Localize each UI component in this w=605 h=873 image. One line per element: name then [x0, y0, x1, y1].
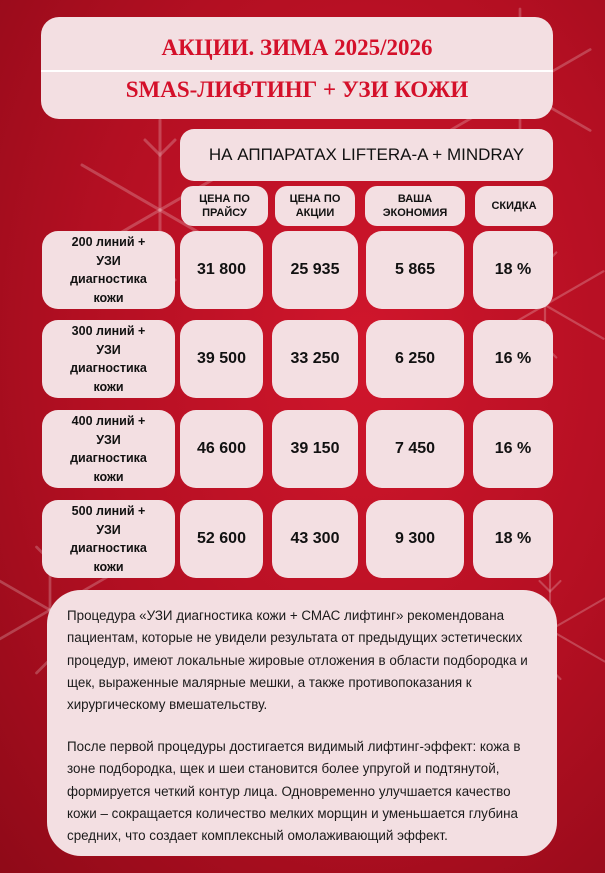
row-label: 200 линий + УЗИ диагностика кожи: [42, 231, 175, 309]
discount-cell: 16 %: [473, 320, 553, 398]
price-cell: 52 600: [180, 500, 263, 578]
saving-cell: 6 250: [366, 320, 464, 398]
promo-cell: 39 150: [272, 410, 358, 488]
saving-cell: 9 300: [366, 500, 464, 578]
price-cell: 39 500: [180, 320, 263, 398]
col-header-price: [181, 186, 268, 226]
description-panel: [47, 590, 557, 856]
price-cell: 31 800: [180, 231, 263, 309]
device-label: НА АППАРАТАХ LIFTERA-A + MINDRAY: [208, 145, 525, 164]
col-header-saving-label: ВАША ЭКОНОМИЯ: [382, 193, 448, 219]
col-header-saving: [365, 186, 465, 226]
col-header-promo: [275, 186, 355, 226]
promo-cell: 43 300: [272, 500, 358, 578]
col-header-promo-label: ЦЕНА ПО АКЦИИ: [289, 193, 341, 219]
col-header-price-label: ЦЕНА ПО ПРАЙСУ: [199, 193, 250, 219]
title-divider: [41, 70, 553, 72]
price-cell: 46 600: [180, 410, 263, 488]
row-label: 500 линий + УЗИ диагностика кожи: [42, 500, 175, 578]
discount-cell: 16 %: [473, 410, 553, 488]
page-subtitle: SMAS-ЛИФТИНГ + УЗИ КОЖИ: [125, 77, 469, 102]
promo-cell: 33 250: [272, 320, 358, 398]
description-paragraph-1: Процедура «УЗИ диагностика кожи + СМАС лифтинг» рекомендована пациентам, которые не увидели результата от предыдущих эстетических процедур, имеют локальные жировые отложения в области подбородка и щек, выраженные малярные мешки, а также противопоказания к хирургическому вмешательству.: [67, 608, 528, 713]
discount-cell: 18 %: [473, 231, 553, 309]
promo-cell: 25 935: [272, 231, 358, 309]
page-title: АКЦИИ. ЗИМА 2025/2026: [161, 35, 433, 60]
title-panel: [41, 17, 553, 119]
saving-cell: 5 865: [366, 231, 464, 309]
row-label: 300 линий + УЗИ диагностика кожи: [42, 320, 175, 398]
row-label: 400 линий + УЗИ диагностика кожи: [42, 410, 175, 488]
saving-cell: 7 450: [366, 410, 464, 488]
device-panel: [180, 129, 553, 181]
col-header-discount: [475, 186, 553, 226]
discount-cell: 18 %: [473, 500, 553, 578]
description-paragraph-2: После первой процедуры достигается видимый лифтинг-эффект: кожа в зоне подбородка, щек и шеи становится более упругой и подтянутой, формируется четкий контур лица. Одновременно улучшается качество кожи – сокращается количество мелких морщин и уменьшается глубина средних, что создает комплексный омолаживающий эффект.: [67, 739, 521, 844]
col-header-discount-label: СКИДКА: [491, 200, 537, 212]
